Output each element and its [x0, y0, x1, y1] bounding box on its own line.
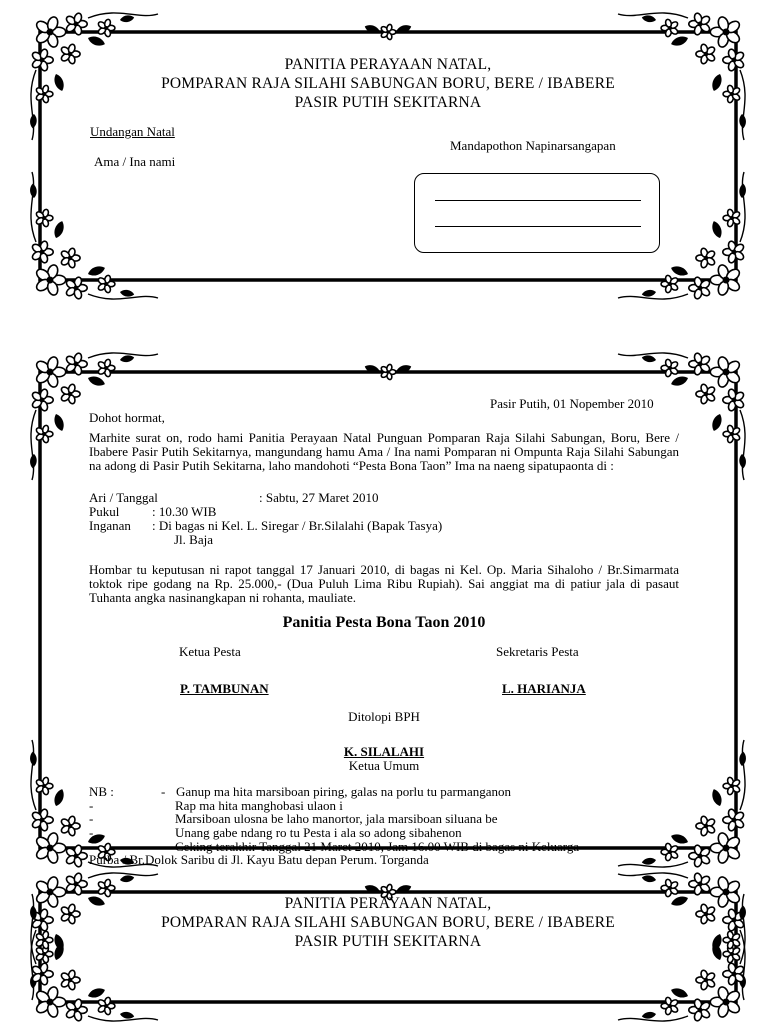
flower-ornament	[696, 815, 716, 836]
flower-ornament	[380, 364, 396, 380]
nb-text: Ceking terakhir Tanggal 21 Maret 2010, Jam 16.00 WIB di bagas ni Keluarga	[175, 839, 580, 854]
addressee-label: Mandapothon Napinarsangapan	[450, 138, 616, 153]
leaf-ornament	[670, 374, 690, 388]
nb-text: Marsiboan ulosna be laho manortor, jala marsiboan siluana be	[175, 811, 498, 826]
invitation-label: Undangan Natal	[90, 124, 175, 139]
flower-ornament	[661, 359, 679, 378]
place-value-2: Jl. Baja	[174, 532, 213, 547]
nb-bullet: -	[89, 798, 94, 813]
leaf-ornament	[87, 986, 107, 1000]
leaf-ornament	[710, 220, 724, 240]
leaf-ornament	[641, 1011, 656, 1020]
nb-last-line: Purba / Br.Dolok Saribu di Jl. Kayu Batu depan Perum. Torganda	[89, 852, 429, 867]
day-value: : Sabtu, 27 Maret 2010	[259, 490, 379, 505]
leaf-ornament	[670, 986, 690, 1000]
flower-ornament	[31, 808, 53, 831]
leaf-ornament	[119, 874, 134, 883]
leaf-ornament	[119, 289, 134, 298]
card-header	[28, 55, 748, 112]
flower-ornament	[31, 388, 53, 411]
flower-ornament	[696, 383, 716, 404]
invitation-card-bottom	[28, 870, 748, 1024]
header-line-3: PASIR PUTIH SEKITARNA	[294, 933, 482, 950]
flower-ornament	[661, 19, 679, 38]
flower-ornament	[696, 969, 716, 990]
nb-text: Unang gabe ndang ro tu Pesta i ala so adong sibahenon	[175, 825, 462, 840]
nb-item	[89, 826, 462, 840]
recipient-label: Ama / Ina nami	[94, 154, 176, 169]
leaf-ornament	[670, 832, 690, 846]
flower-ornament	[380, 24, 396, 40]
flower-ornament	[97, 19, 115, 38]
committee-title: Panitia Pesta Bona Taon 2010	[282, 614, 486, 631]
flower-ornament	[60, 383, 80, 404]
paragraph-1: Marhite surat on, rodo hami Panitia Perayaan Natal Punguan Pomparan Raja Silahi Sabungan, Boru, Bere / Ibabere Pasir Putih Sekitarnya, mangundang hamu Ama / Ina nami Pomparan ni Ompunta Raja Silahi Sabungan na adong di Pasir Putih Sekitarna, laho mandohoti “Pesta Bona Taon” Ima na naeng sipatupaonta di :	[89, 430, 679, 473]
flower-ornament	[723, 425, 741, 444]
flower-ornament	[31, 962, 53, 985]
nb-item	[89, 812, 498, 826]
flower-ornament	[35, 777, 53, 796]
header-line-1: PANITIA PERAYAAN NATAL,	[284, 895, 492, 912]
flower-ornament	[723, 808, 745, 831]
flower-ornament	[97, 997, 115, 1016]
flower-ornament	[661, 997, 679, 1016]
address-box	[414, 173, 660, 253]
leaf-ornament	[710, 788, 724, 808]
flower-ornament	[60, 815, 80, 836]
flower-ornament	[97, 359, 115, 378]
address-line-1	[435, 200, 641, 201]
greeting: Dohot hormat,	[89, 410, 165, 425]
header-line-1: PANITIA PERAYAAN NATAL,	[284, 56, 492, 73]
leaf-ornament	[119, 1011, 134, 1020]
flower-ornament	[97, 275, 115, 294]
nb-item	[161, 785, 511, 799]
flower-ornament	[723, 777, 741, 796]
flower-ornament	[723, 209, 741, 228]
leaf-ornament	[710, 413, 724, 433]
leaf-ornament	[670, 264, 690, 278]
nb-bullet: -	[89, 825, 94, 840]
flower-ornament	[723, 388, 745, 411]
header-line-2: POMPARAN RAJA SILAHI SABUNGAN BORU, BERE / IBABERE	[161, 914, 615, 931]
flower-ornament	[35, 425, 53, 444]
flower-ornament	[31, 240, 53, 263]
leaf-ornament	[119, 354, 134, 363]
leaf-ornament	[52, 220, 66, 240]
flower-ornament	[696, 247, 716, 268]
leaf-ornament	[87, 264, 107, 278]
leaf-ornament	[119, 14, 134, 23]
card-header	[28, 894, 748, 951]
header-line-3: PASIR PUTIH SEKITARNA	[294, 94, 482, 111]
leaf-ornament	[641, 14, 656, 23]
nb-text: Ganup ma hita marsiboan piring, galas na porlu tu parmanganon	[176, 784, 512, 799]
leaf-ornament	[641, 289, 656, 298]
flower-ornament	[60, 247, 80, 268]
place-value: : Di bagas ni Kel. L. Siregar / Br.Silalahi (Bapak Tasya)	[152, 518, 443, 533]
nb-text: Rap ma hita manghobasi ulaon i	[175, 798, 343, 813]
leaf-ornament	[87, 34, 107, 48]
day-label: Ari / Tanggal	[89, 490, 158, 505]
leaf-ornament	[52, 788, 66, 808]
leaf-ornament	[52, 413, 66, 433]
header-line-2: POMPARAN RAJA SILAHI SABUNGAN BORU, BERE / IBABERE	[161, 75, 615, 92]
nb-bullet: -	[89, 811, 94, 826]
chair-title: Ketua Pesta	[179, 644, 241, 659]
flower-ornament	[723, 240, 745, 263]
general-chair-name: K. SILALAHI	[343, 744, 425, 759]
secretary-name: L. HARIANJA	[502, 681, 586, 696]
flower-ornament	[35, 209, 53, 228]
place-label: Inganan	[89, 518, 131, 533]
nb-label: NB :	[89, 784, 114, 799]
leaf-ornament	[641, 354, 656, 363]
place-date: Pasir Putih, 01 Nopember 2010	[490, 396, 654, 411]
known-by: Ditolopi BPH	[348, 709, 420, 724]
flower-ornament	[661, 275, 679, 294]
time-label: Pukul	[89, 504, 120, 519]
leaf-ornament	[641, 874, 656, 883]
leaf-ornament	[641, 857, 656, 866]
flower-ornament	[60, 969, 80, 990]
time-value: : 10.30 WIB	[152, 504, 217, 519]
chair-name: P. TAMBUNAN	[180, 681, 269, 696]
leaf-ornament	[670, 34, 690, 48]
paragraph-2: Hombar tu keputusan ni rapot tanggal 17 Januari 2010, di bagas ni Kel. Op. Maria Sihaloho / Br.Simarmata toktok ripe godang na Rp. 25.000,- (Dua Puluh Lima Ribu Rupiah). Sai anggiat ma di patiur jala di pasaut Tuhanta angka nasinangkapan ni rohanta, mauliate.	[89, 562, 679, 605]
flower-ornament	[723, 962, 745, 985]
secretary-title: Sekretaris Pesta	[496, 644, 579, 659]
nb-bullet: -	[89, 839, 94, 854]
general-chair-title: Ketua Umum	[348, 758, 420, 773]
nb-bullet: -	[161, 784, 166, 799]
leaf-ornament	[87, 374, 107, 388]
address-line-2	[435, 226, 641, 227]
flower-ornament	[661, 843, 679, 862]
